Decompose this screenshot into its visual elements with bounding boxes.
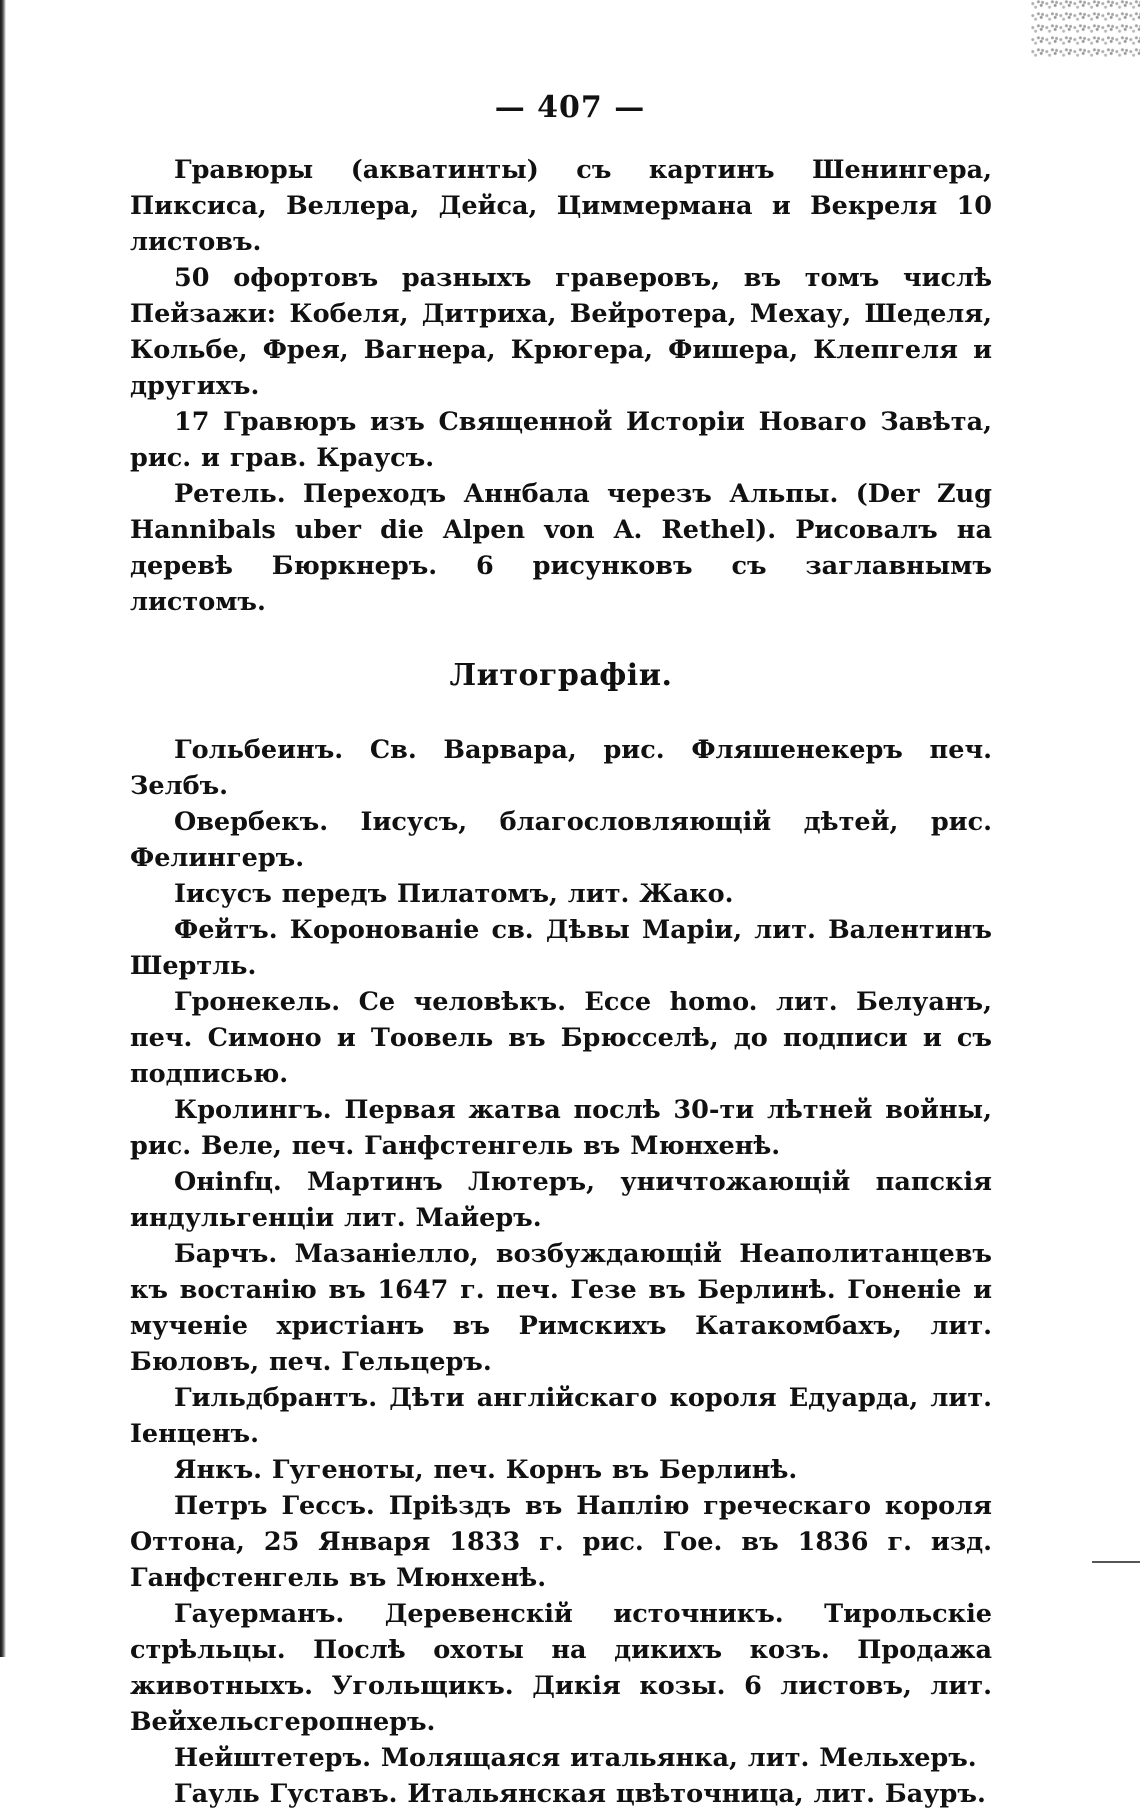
lithograph-entry: Барчъ. Мазаніелло, возбуждающій Неаполитанцевъ къ востанію въ 1647 г. печ. Гезе въ Берлинѣ. Гоненіе и мученіе христіанъ въ Римскихъ Катакомбахъ, лит. Бюловъ, печ. Гельцеръ.: [130, 1239, 992, 1377]
lithograph-entry: Іисусъ передъ Пилатомъ, лит. Жако.: [174, 879, 734, 909]
catalog-text: [130, 152, 992, 1812]
lithograph-entry: Гронекель. Се человѣкъ. Ecce homo. лит. Белуанъ, печ. Симоно и Тоовель въ Брюсселѣ, до подписи и съ подписью.: [130, 987, 992, 1089]
lithograph-entry: Фейтъ. Коронованіе св. Дѣвы Маріи, лит. Валентинъ Шертль.: [130, 915, 992, 981]
section-heading-lithographs: Литографіи.: [449, 658, 673, 693]
scan-corner-speckle: [1030, 0, 1140, 60]
entry-etchings: 50 офортовъ разныхъ граверовъ, въ томъ числѣ Пейзажи: Кобеля, Дитриха, Вейротера, Меxау, Шеделя, Кольбе, Фрея, Вагнера, Крюгера, Фишера, Клепгеля и другихъ.: [130, 263, 992, 401]
page-number: — 407 —: [494, 90, 646, 125]
lithograph-entry: Овербекъ. Іисусъ, благословляющій дѣтей, рис. Фелингеръ.: [130, 807, 992, 873]
scan-binding-edge: [0, 0, 6, 1657]
margin-dash: [1092, 1561, 1140, 1563]
lithograph-entry: Кролингъ. Первая жатва послѣ 30-ти лѣтней войны, рис. Веле, печ. Ганфстенгель въ Мюнхенѣ.: [130, 1095, 992, 1161]
lithograph-entry: Гауерманъ. Деревенскій источникъ. Тирольскіе стрѣльцы. Послѣ охоты на дикихъ козъ. Продажа животныхъ. Угольщикъ. Дикія козы. 6 листовъ, лит. Вейхельсгеропнеръ.: [130, 1599, 992, 1737]
lithograph-entry: Гильдбрантъ. Дѣти англійскаго короля Едуарда, лит. Іенценъ.: [130, 1383, 992, 1449]
entry-aquatints: Гравюры (акватинты) съ картинъ Шенингера, Пиксиса, Веллера, Дейса, Циммермана и Векреля 10 листовъ.: [130, 155, 992, 257]
entry-new-testament-engravings: 17 Гравюръ изъ Священной Исторіи Новаго Завѣта, рис. и грав. Краусъ.: [130, 407, 992, 473]
lithograph-entry: Янкъ. Гугеноты, печ. Корнъ въ Берлинѣ.: [174, 1455, 798, 1485]
entry-rethel-hannibal: Ретель. Переходъ Аннбала черезъ Альпы. (Der Zug Hannibals uber die Alpen von A. Rethel). Рисовалъ на деревѣ Бюркнеръ. 6 рисунковъ съ заглавнымъ листомъ.: [130, 479, 992, 617]
lithograph-entry: Гольбеинъ. Св. Варвара, рис. Фляшенекеръ печ. Зелбъ.: [130, 735, 992, 801]
lithograph-entry: Нейштетеръ. Молящаяся итальянка, лит. Мельхеръ.: [174, 1743, 977, 1773]
lithograph-entry: Петръ Гессъ. Пріѣздъ въ Наплію греческаго короля Оттона, 25 Января 1833 г. рис. Гое. въ 1836 г. изд. Ганфстенгель въ Мюнхенѣ.: [130, 1491, 992, 1593]
lithograph-entry: Онinfц. Мартинъ Лютеръ, уничтожающій папскія индульгенціи лит. Майеръ.: [130, 1167, 992, 1233]
lithograph-entry: Гауль Густавъ. Итальянская цвѣточница, лит. Бауръ.: [174, 1779, 986, 1809]
